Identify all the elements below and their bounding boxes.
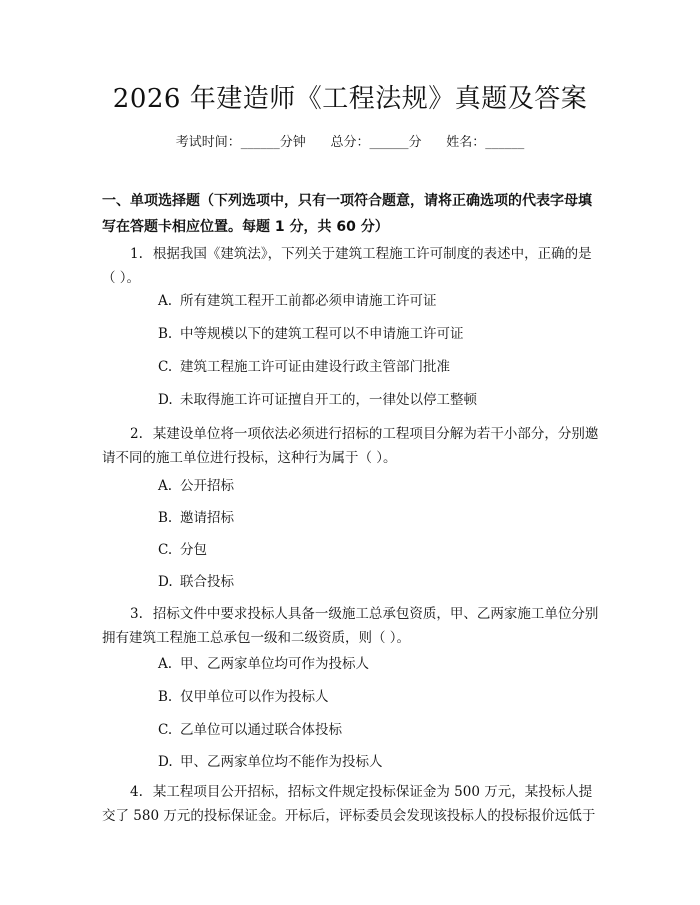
option-text: 未取得施工许可证擅自开工的，一律处以停工整顿 xyxy=(180,392,477,408)
question-1 xyxy=(102,242,600,290)
question-number: 4. xyxy=(130,784,143,800)
question-text: 根据我国《建筑法》，下列关于建筑工程施工许可制度的表述中，正确的是（ ）。 xyxy=(102,246,592,286)
option-text: 甲、乙两家单位均不能作为投标人 xyxy=(180,754,383,770)
question-number: 1. xyxy=(130,246,143,262)
option-text: 乙单位可以通过联合体投标 xyxy=(180,722,342,738)
section-heading: 一、单项选择题（下列选项中，只有一项符合题意，请将正确选项的代表字母填写在答题卡相应位置。每题 1 分，共 60 分） xyxy=(102,193,592,235)
option-2c xyxy=(158,540,207,560)
option-key: C. xyxy=(158,542,173,558)
option-key: B. xyxy=(158,510,173,526)
option-3c xyxy=(158,720,342,740)
option-text: 中等规模以下的建筑工程可以不申请施工许可证 xyxy=(180,326,464,342)
option-1d xyxy=(158,390,477,410)
option-key: B. xyxy=(158,689,173,705)
option-2b xyxy=(158,508,234,528)
option-key: D. xyxy=(158,392,173,408)
option-key: D. xyxy=(158,574,173,590)
option-3d xyxy=(158,752,383,772)
question-3 xyxy=(102,602,600,650)
option-text: 公开招标 xyxy=(180,478,234,494)
option-3b xyxy=(158,687,329,707)
option-text: 邀请招标 xyxy=(180,510,234,526)
option-key: A. xyxy=(158,293,173,309)
option-text: 甲、乙两家单位均可作为投标人 xyxy=(180,656,369,672)
option-2d xyxy=(158,572,234,592)
question-number: 3. xyxy=(130,606,143,622)
question-text: 某建设单位将一项依法必须进行招标的工程项目分解为若干小部分，分别邀请不同的施工单位进行投标，这种行为属于（ ）。 xyxy=(102,426,599,466)
option-key: A. xyxy=(158,478,173,494)
question-text: 招标文件中要求投标人具备一级施工总承包资质，甲、乙两家施工单位分别拥有建筑工程施工总承包一级和二级资质，则（ ）。 xyxy=(102,606,599,646)
option-1c xyxy=(158,357,450,377)
option-key: C. xyxy=(158,359,173,375)
question-2 xyxy=(102,422,600,470)
option-key: B. xyxy=(158,326,173,342)
question-number: 2. xyxy=(130,426,143,442)
option-text: 所有建筑工程开工前都必须申请施工许可证 xyxy=(180,293,437,309)
option-text: 联合投标 xyxy=(180,574,234,590)
option-1a xyxy=(158,291,437,311)
document-title: 2026 年建造师《工程法规》真题及答案 xyxy=(112,84,588,114)
option-key: C. xyxy=(158,722,173,738)
option-2a xyxy=(158,476,234,496)
option-3a xyxy=(158,654,369,674)
option-text: 分包 xyxy=(180,542,207,558)
option-key: A. xyxy=(158,656,173,672)
option-text: 建筑工程施工许可证由建设行政主管部门批准 xyxy=(180,359,450,375)
option-key: D. xyxy=(158,754,173,770)
question-4 xyxy=(102,780,600,828)
question-text: 某工程项目公开招标，招标文件规定投标保证金为 500 万元，某投标人提交了 580 万元的投标保证金。开标后，评标委员会发现该投标人的投标报价远低于 xyxy=(102,784,596,824)
option-1b xyxy=(158,324,464,344)
exam-info-line: 考试时间：______分钟 总分：______分 姓名：______ xyxy=(175,135,525,150)
option-text: 仅甲单位可以作为投标人 xyxy=(180,689,329,705)
